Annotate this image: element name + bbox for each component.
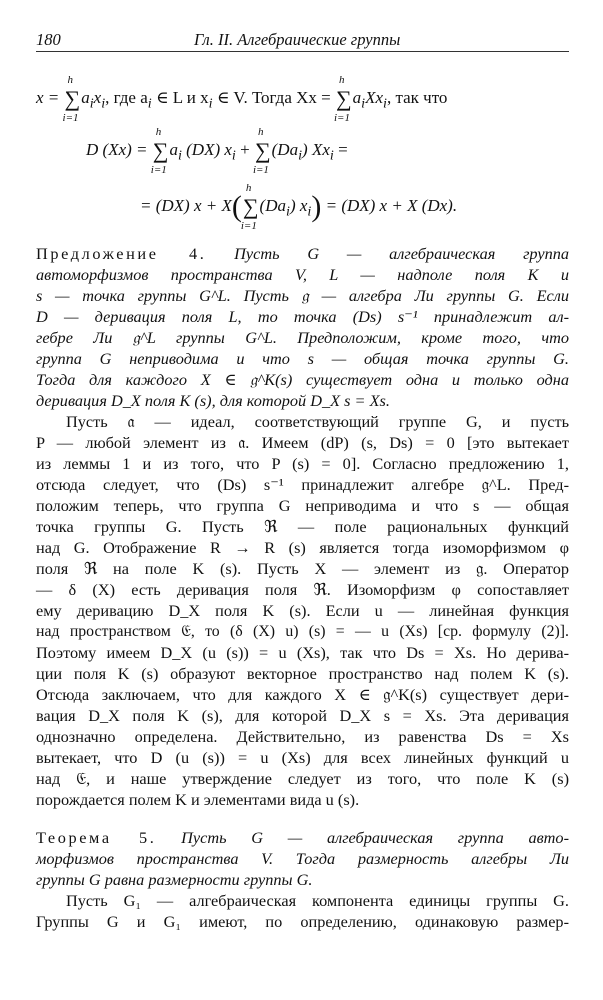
proof-line: однозначно определена. Действительно, из равенства Ds = Xs — [36, 727, 569, 746]
proof-line: Группы G и G₁ имеют, по определению, одинаковую размер- — [36, 912, 569, 931]
theorem-line: Теорема 5. Пусть G — алгебраическая группа авто- — [36, 828, 569, 847]
theorem-heading: Теорема 5. — [36, 828, 157, 847]
proof-line: Пусть G₁ — алгебраическая компонента единицы группы G. — [66, 891, 569, 910]
proof-line: поля ℜ на поле K (s). Пусть X — элемент из 𝔤. Оператор — [36, 559, 569, 578]
proposition-line: автоморфизмов пространства V, L — надполе поля K и — [36, 265, 569, 284]
equation-3: = (DX) x + X(∑ h i=1 $(Da_i) x_i) = (DX)$ x + X (Dx). — [140, 182, 458, 232]
equation-1: x = ∑ h i=1 $a_ix_i$, где $a_i$ ∈ L и $x_i$ ∈ V. Тогда Xx = ∑ h i=1 $a_iXx_i$, так что — [36, 74, 448, 124]
proposition-heading: Предложение 4. — [36, 244, 207, 263]
proof-line: из леммы 1 и из того, что P (s) = 0]. Согласно предложению 1, — [36, 454, 569, 473]
proposition-line: гебре Ли 𝔤^L группы G^L. Предположим, кроме того, что — [36, 328, 569, 347]
proof-line: ему деривацию D_X поля K (s). Если u — линейная функция — [36, 601, 569, 620]
proof-line: — δ (X) есть деривация поля ℜ. Изоморфизм φ сопоставляет — [36, 580, 569, 599]
proposition-line: Предложение 4. Пусть G — алгебраическая группа — [36, 244, 569, 263]
sum-sign: ∑ h i=1 — [62, 74, 81, 124]
proposition-line: D — деривация поля L, то точка (Ds) s⁻¹ принадлежит ал- — [36, 307, 569, 326]
equation-2: D (Xx) = ∑ h i=1 $a_i$ (DX) $x_i$ + ∑ h i=1 $(Da_i) Xx_i$ = — [86, 126, 348, 176]
proposition-line: s — точка группы G^L. Пусть 𝔤 — алгебра Ли группы G. Если — [36, 286, 569, 305]
running-head — [36, 30, 569, 52]
proof-line: порождается полем K и элементами вида u (s). — [36, 790, 360, 809]
proof-line: над 𝔈, и наше утверждение следует из того, что поле K (s) — [36, 769, 569, 788]
proposition-line: группа G неприводима и что s — общая точка группы G. — [36, 349, 569, 368]
proof-line: положим теперь, что группа G неприводима и что s — общая — [36, 496, 569, 515]
theorem-line: группы G равна размерности группы G. — [36, 870, 313, 889]
proof-line: точка группы G. Пусть ℜ — поле рациональных функций — [36, 517, 569, 536]
proof-line: Пусть 𝔞 — идеал, соответствующий группе G, и пусть — [66, 412, 569, 431]
chapter-title: Гл. II. Алгебраические группы — [194, 30, 401, 49]
proof-line: над пространством 𝔈, то (δ (X) u) (s) = — u (Xs) [ср. формулу (2)]. — [36, 623, 569, 640]
proof-line: над G. Отображение R → R (s) является тогда изоморфизмом φ — [36, 538, 569, 557]
proposition-line: Тогда для каждого X ∈ 𝔤^K(s) существует одна и только одна — [36, 370, 569, 389]
sum-sign: ∑ h i=1 — [252, 126, 271, 176]
proof-line: Отсюда заключаем, что для каждого X ∈ 𝔤^K(s) существует дери- — [36, 685, 569, 704]
sum-sign: ∑ h i=1 — [150, 126, 169, 176]
proof-line: отсюда следует, что (Ds) s⁻¹ принадлежит алгебре 𝔤^L. Пред- — [36, 475, 569, 494]
sum-sign: ∑ h i=1 — [333, 74, 352, 124]
theorem-line: морфизмов пространства V. Тогда размерность алгебры Ли — [36, 849, 569, 868]
proof-line: P — любой элемент из 𝔞. Имеем (dP) (s, Ds) = 0 [это вытекает — [36, 433, 569, 452]
sum-sign: ∑ h i=1 — [240, 182, 259, 232]
proposition-line: деривация D_X поля K (s), для которой D_X s = Xs. — [36, 391, 390, 410]
page-number: 180 — [36, 30, 61, 49]
proof-line: ции поля K (s) образуют векторное пространство над полем K (s). — [36, 664, 569, 683]
proof-line: Поэтому имеем D_X (u (s)) = u (Xs), так что Ds = Xs. Но дерива- — [36, 643, 569, 662]
proof-line: вация D_X поля K (s), для которой D_X s = Xs. Эта деривация — [36, 706, 569, 725]
proof-line: вытекает, что D (u (s)) = u (Xs) для всех линейных функций u — [36, 748, 569, 767]
header-rule — [36, 51, 569, 52]
